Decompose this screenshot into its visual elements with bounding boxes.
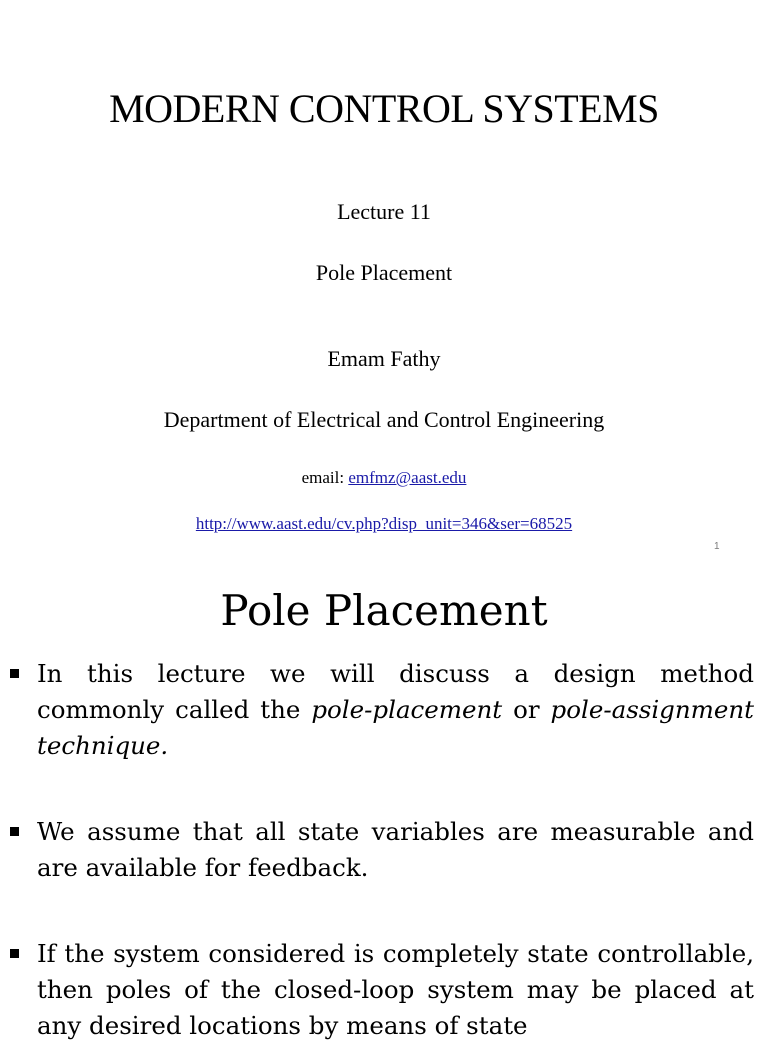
profile-url-link[interactable]: http://www.aast.edu/cv.php?disp_unit=346&ser=68525	[195, 514, 573, 533]
lecture-topic: Pole Placement	[315, 260, 453, 285]
email-link[interactable]: emfmz@aast.edu	[348, 468, 467, 487]
bullet-text: If the system considered is completely state controllable, then poles of the closed-loop system may be placed at any desired locations by means of state	[37, 939, 754, 1040]
square-bullet-icon	[10, 669, 19, 678]
department-name: Department of Electrical and Control Engineering	[163, 407, 605, 432]
bullet-text-part: In this lecture we will discuss a design method commonly called the	[37, 659, 754, 724]
bullet-text-part: or	[502, 695, 551, 724]
url-line	[0, 513, 768, 535]
page-number: 1	[714, 541, 720, 552]
section-title: Pole Placement	[220, 586, 548, 635]
square-bullet-icon	[10, 827, 19, 836]
email-line	[0, 467, 768, 489]
bullet-term-italic: pole-placement	[311, 695, 503, 724]
slide-title: MODERN CONTROL SYSTEMS	[109, 86, 659, 131]
square-bullet-icon	[10, 949, 19, 958]
author-name: Emam Fathy	[327, 346, 441, 371]
bullet-text	[37, 656, 754, 764]
lecture-number: Lecture 11	[337, 199, 431, 224]
email-label: email:	[301, 468, 349, 487]
bullet-term-italic: pole-assignment technique.	[37, 695, 754, 760]
bullet-text: We assume that all state variables are measurable and are available for feedback.	[37, 817, 754, 882]
